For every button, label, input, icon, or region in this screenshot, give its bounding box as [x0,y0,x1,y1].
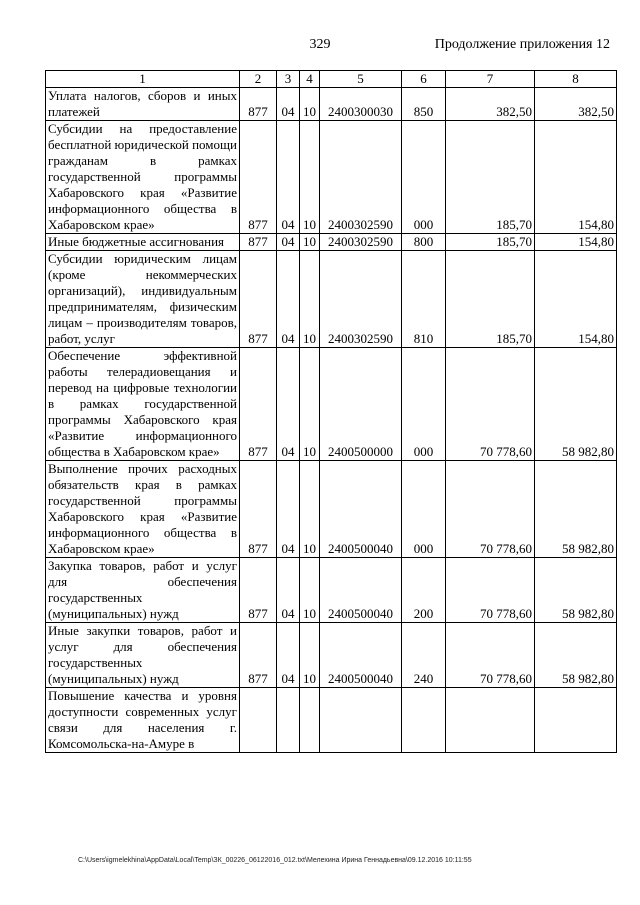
column-header: 3 [277,71,300,88]
table-row [46,623,617,688]
row-description: Повышение качества и уровня доступности современных услуг связи для населения г. Комсомольска-на-Амуре в [46,688,240,753]
table-row [46,251,617,348]
column-header: 5 [320,71,402,88]
cell-section: 04 [277,558,300,623]
table-row [46,558,617,623]
cell-amount-1: 70 778,60 [446,558,535,623]
cell-target-article: 2400302590 [320,121,402,234]
table-row [46,688,617,753]
cell-subsection: 10 [300,88,320,121]
cell-amount-1: 70 778,60 [446,461,535,558]
cell-target-article [320,688,402,753]
cell-amount-2: 154,80 [535,121,617,234]
cell-expense-type: 000 [402,461,446,558]
cell-amount-1: 70 778,60 [446,623,535,688]
cell-subsection [300,688,320,753]
cell-ministry [240,688,277,753]
cell-expense-type: 850 [402,88,446,121]
cell-subsection: 10 [300,623,320,688]
cell-subsection: 10 [300,461,320,558]
cell-amount-2: 58 982,80 [535,348,617,461]
cell-target-article: 2400500040 [320,461,402,558]
cell-ministry: 877 [240,348,277,461]
row-description: Субсидии на предоставление бесплатной юридической помощи гражданам в рамках государственной программы Хабаровского края «Развитие информационного общества в Хабаровском крае» [46,121,240,234]
cell-section: 04 [277,121,300,234]
cell-section [277,688,300,753]
cell-section: 04 [277,623,300,688]
cell-amount-2: 154,80 [535,251,617,348]
cell-amount-1: 70 778,60 [446,348,535,461]
budget-table [45,70,617,753]
cell-amount-2 [535,688,617,753]
table-row [46,348,617,461]
cell-expense-type: 240 [402,623,446,688]
cell-target-article: 2400302590 [320,251,402,348]
row-description: Уплата налогов, сборов и иных платежей [46,88,240,121]
cell-section: 04 [277,348,300,461]
cell-subsection: 10 [300,251,320,348]
column-header: 6 [402,71,446,88]
cell-ministry: 877 [240,121,277,234]
cell-section: 04 [277,234,300,251]
cell-ministry: 877 [240,623,277,688]
page-number: 329 [309,37,331,52]
cell-expense-type [402,688,446,753]
cell-expense-type: 200 [402,558,446,623]
cell-target-article: 2400300030 [320,88,402,121]
table-row [46,121,617,234]
cell-ministry: 877 [240,558,277,623]
cell-section: 04 [277,461,300,558]
cell-target-article: 2400302590 [320,234,402,251]
row-description: Иные закупки товаров, работ и услуг для обеспечения государственных (муниципальных) нужд [46,623,240,688]
cell-expense-type: 810 [402,251,446,348]
cell-section: 04 [277,88,300,121]
table-header-row [46,71,617,88]
cell-expense-type: 800 [402,234,446,251]
cell-subsection: 10 [300,558,320,623]
cell-amount-2: 58 982,80 [535,461,617,558]
cell-target-article: 2400500000 [320,348,402,461]
cell-amount-2: 58 982,80 [535,558,617,623]
cell-amount-2: 382,50 [535,88,617,121]
cell-amount-2: 154,80 [535,234,617,251]
row-description: Выполнение прочих расходных обязательств края в рамках государственной программы Хабаровского края «Развитие информационного общества в Хабаровском крае» [46,461,240,558]
cell-ministry: 877 [240,461,277,558]
file-path-footer: C:\Users\igmelekhina\AppData\Local\Temp\ЗК_00226_06122016_012.txt\Мелехина Ирина Геннадьевна\09.12.2016 10:11:55 [78,857,472,864]
table-row [46,88,617,121]
cell-ministry: 877 [240,88,277,121]
continuation-title: Продолжение приложения 12 [434,37,610,52]
cell-subsection: 10 [300,121,320,234]
row-description: Иные бюджетные ассигнования [46,234,240,251]
cell-target-article: 2400500040 [320,558,402,623]
column-header: 2 [240,71,277,88]
row-description: Закупка товаров, работ и услуг для обеспечения государственных (муниципальных) нужд [46,558,240,623]
table-row [46,234,617,251]
cell-amount-1: 382,50 [446,88,535,121]
cell-amount-1: 185,70 [446,121,535,234]
cell-subsection: 10 [300,348,320,461]
column-header: 7 [446,71,535,88]
column-header: 4 [300,71,320,88]
cell-amount-1 [446,688,535,753]
row-description: Субсидии юридическим лицам (кроме некоммерческих организаций), индивидуальным предпринимателям, физическим лицам – производителям товаров, работ, услуг [46,251,240,348]
cell-target-article: 2400500040 [320,623,402,688]
column-header: 1 [46,71,240,88]
cell-section: 04 [277,251,300,348]
cell-amount-1: 185,70 [446,251,535,348]
cell-amount-2: 58 982,80 [535,623,617,688]
cell-expense-type: 000 [402,121,446,234]
row-description: Обеспечение эффективной работы телерадиовещания и перевод на цифровые технологии в рамках государственной программы Хабаровского края «Развитие информационного общества в Хабаровском крае» [46,348,240,461]
cell-subsection: 10 [300,234,320,251]
column-header: 8 [535,71,617,88]
cell-expense-type: 000 [402,348,446,461]
table-row [46,461,617,558]
cell-ministry: 877 [240,234,277,251]
cell-ministry: 877 [240,251,277,348]
cell-amount-1: 185,70 [446,234,535,251]
